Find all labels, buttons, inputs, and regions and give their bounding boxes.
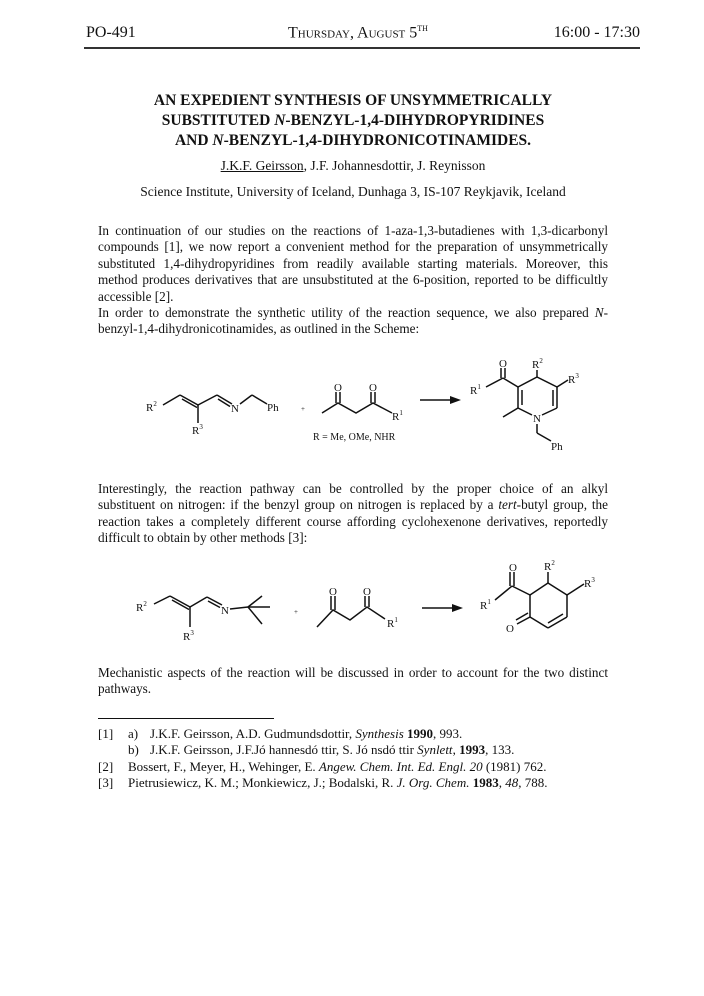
reference-text (128, 759, 547, 775)
atom-label: O (334, 382, 342, 394)
text-line (98, 289, 608, 305)
atom-label: $R^3$ (584, 576, 595, 590)
text-segment: -butyl group, the (516, 497, 608, 513)
atom-label: $R^1$ (480, 598, 491, 612)
diketone (317, 586, 398, 630)
co-authors: , J.F. Johannesdottir, J. Reynisson (303, 158, 486, 173)
reference-sub-label: b) (128, 742, 139, 758)
poster-code: PO-491 (86, 24, 136, 41)
italic-text: Synthesis (355, 726, 404, 741)
text-line (98, 223, 608, 239)
substituent-condition: R = Me, OMe, NHR (313, 432, 396, 443)
title-text: AND (174, 132, 213, 149)
text-line (98, 272, 608, 288)
text-line (98, 321, 608, 337)
title-text: SUBSTITUTED (161, 112, 275, 129)
atom-label: Ph (551, 441, 563, 453)
atom-label: $R^1$ (387, 616, 398, 630)
paragraph-mechanism (98, 665, 608, 698)
text-segment: pathways. (98, 681, 152, 697)
atom-label: O (506, 623, 514, 635)
reference-item (98, 759, 638, 775)
atom-label: N (231, 403, 239, 415)
text-segment: Pietrusiewicz, K. M.; Monkiewicz, J.; Bodalski, R. (128, 774, 397, 790)
text-line (98, 681, 608, 697)
atom-label: $R^1$ (392, 409, 403, 423)
reference-item (98, 726, 638, 742)
atom-label: Ph (267, 402, 279, 414)
text-segment: Interestingly, the reaction pathway can be controlled by the proper choice of an alkyl (98, 481, 608, 496)
plus-sign: + (294, 608, 298, 616)
reaction-arrow (420, 396, 461, 404)
title-italic: N (212, 132, 224, 149)
reference-text (150, 726, 462, 742)
atom-label: $R^2$ (146, 400, 157, 414)
text-segment: substituent on nitrogen: if the benzyl group on nitrogen is replaced by a (98, 497, 499, 513)
atom-label: $R^1$ (470, 383, 481, 397)
atom-label: N (221, 605, 229, 617)
text-segment: In order to demonstrate the synthetic utility of the reaction sequence, we also prepared (98, 305, 595, 321)
text-segment: , (498, 774, 506, 790)
atom-label: O (329, 586, 337, 598)
date-superscript: TH (417, 24, 428, 33)
text-segment: , (452, 742, 460, 758)
reference-number: [3] (98, 774, 114, 790)
azadiene-benzyl (146, 395, 279, 437)
diketone (313, 382, 403, 443)
date-text: Thursday, August 5 (288, 24, 418, 42)
title-line (98, 111, 608, 131)
italic-text: J. Org. Chem. (396, 774, 470, 790)
reaction-arrow (422, 604, 463, 612)
text-line (98, 530, 608, 546)
text-line (98, 497, 608, 513)
atom-label: O (509, 562, 517, 574)
paragraph-pathway (98, 481, 608, 547)
affiliation: Science Institute, University of Iceland, Dunhaga 3, IS-107 Reykjavik, Iceland (140, 184, 566, 199)
text-segment: substituted 1,4-dihydropyridines from readily available starting materials. Moreover, this (98, 255, 608, 271)
atom-label: O (499, 358, 507, 370)
azadiene-tert-butyl (136, 596, 270, 643)
page-title (98, 91, 608, 151)
authors (98, 158, 608, 174)
text-segment: - (603, 305, 608, 321)
text-segment: , 993. (433, 726, 463, 741)
text-line (98, 514, 608, 530)
presenting-author: J.K.F. Geirsson (220, 158, 304, 173)
atom-label: $R^2$ (532, 357, 543, 371)
italic-text: Angew. Chem. Int. Ed. Engl. 20 (318, 758, 483, 774)
footnote-divider (98, 718, 274, 719)
italic-text: tert (498, 497, 517, 513)
session-date (288, 24, 428, 42)
italic-text: Synlett (417, 742, 453, 758)
scheme-2 (136, 559, 595, 643)
title-line (98, 131, 608, 151)
atom-label: $R^2$ (136, 600, 147, 614)
text-segment: In continuation of our studies on the reactions of 1-aza-1,3-butadienes with 1,3-dicarbonyl (98, 223, 608, 238)
text-segment: (1981) 762. (482, 758, 547, 774)
text-segment: J.K.F. Geirsson, J.F.Jó hannesdó ttir, S. Jó nsdó ttir (150, 742, 418, 758)
atom-label: O (369, 382, 377, 394)
reference-item (98, 742, 638, 758)
atom-label: $R^3$ (192, 423, 203, 437)
atom-label: O (363, 586, 371, 598)
dihydropyridine-product (470, 357, 579, 453)
bold-text: 1990 (407, 726, 434, 741)
reference-text (150, 742, 514, 758)
text-segment: benzyl-1,4-dihydronicotinamides, as outlined in the Scheme: (98, 321, 420, 337)
italic-text: N (594, 305, 604, 321)
references-list (98, 726, 638, 791)
atom-label: N (533, 413, 541, 425)
title-text: -BENZYL-1,4-DIHYDRONICOTINAMIDES. (223, 132, 532, 149)
text-segment: compounds [1], we now report a convenient method for the preparation of unsymmetrically (98, 239, 608, 255)
italic-text: 48 (505, 774, 519, 790)
title-line: AN EXPEDIENT SYNTHESIS OF UNSYMMETRICALLY (153, 92, 553, 109)
text-segment: Bossert, F., Meyer, H., Wehinger, E. (128, 758, 319, 774)
bold-text: 1983 (472, 774, 499, 790)
header-divider (84, 47, 640, 49)
text-segment: difficult to obtain by other methods [3]: (98, 530, 308, 546)
reference-item (98, 775, 638, 791)
text-segment: reaction takes a completely different course affording cyclohexenone derivatives, reportedly (98, 513, 608, 529)
atom-label: $R^3$ (183, 629, 194, 643)
text-line (98, 256, 608, 272)
text-line (98, 305, 608, 321)
session-time: 16:00 - 17:30 (553, 24, 640, 41)
title-italic: N (274, 112, 286, 129)
text-segment: accessible [2]. (98, 288, 174, 304)
text-segment: , 788. (518, 774, 548, 790)
text-line (98, 665, 608, 681)
reference-text (128, 775, 547, 791)
text-segment: method produces derivatives that are unsubstituted at the 6-position, reported to be difficultly (98, 272, 608, 288)
title-text: -BENZYL-1,4-DIHYDROPYRIDINES (285, 112, 545, 129)
text-segment: , 133. (485, 742, 515, 758)
bold-text: 1993 (459, 742, 486, 758)
atom-label: $R^2$ (544, 559, 555, 573)
scheme-1 (146, 357, 579, 453)
text-segment: J.K.F. Geirsson, A.D. Gudmundsdottir, (150, 726, 356, 741)
plus-sign: + (301, 405, 305, 413)
reference-number: [2] (98, 758, 114, 774)
text-line (98, 239, 608, 255)
text-line (98, 481, 608, 497)
paragraph-intro (98, 223, 608, 338)
reference-sub-label: a) (128, 726, 139, 741)
cyclohexenone-product (480, 559, 595, 635)
atom-label: $R^3$ (568, 372, 579, 386)
reference-number: [1] (98, 726, 114, 741)
text-segment: Mechanistic aspects of the reaction will be discussed in order to account for the two distinct (98, 665, 608, 680)
